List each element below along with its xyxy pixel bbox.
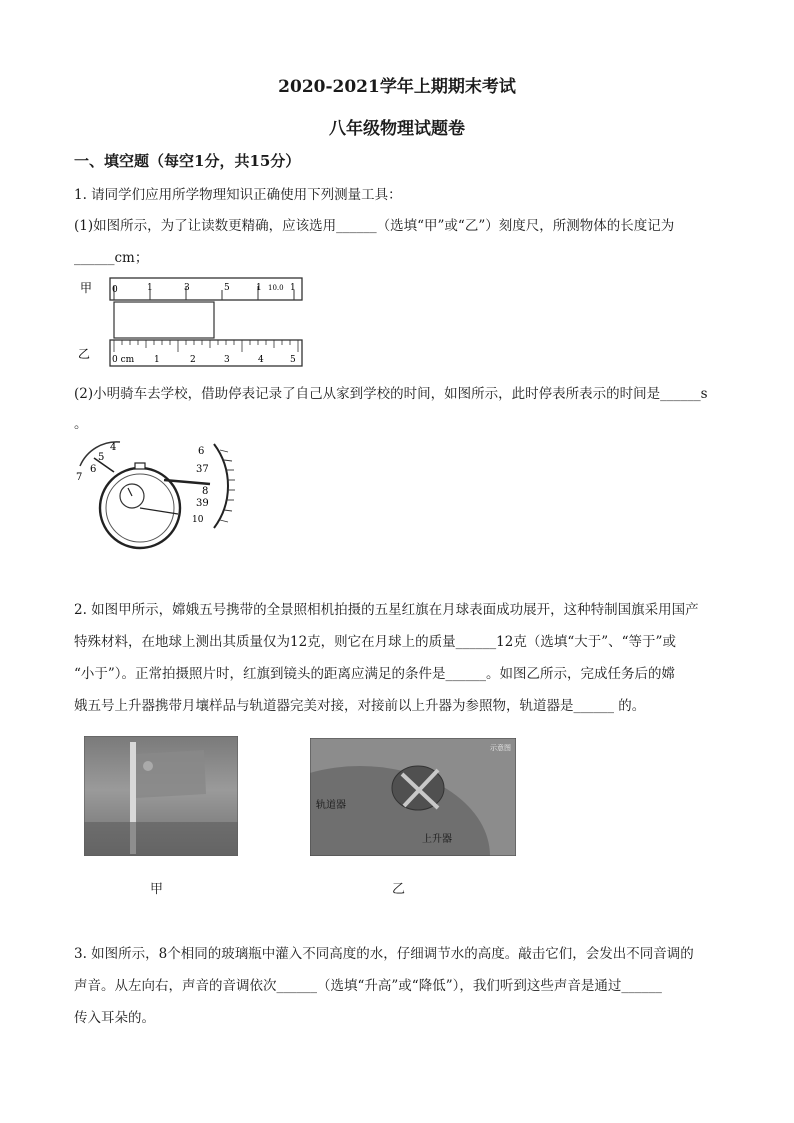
ruler-a-tick-6: 1: [290, 283, 296, 293]
ruler-b-tick-1: 1: [154, 355, 160, 365]
seconds-num-8: 8: [202, 486, 209, 497]
seconds-num-37: 37: [196, 464, 209, 475]
ruler-b: [110, 340, 302, 366]
minute-num-4: 4: [110, 442, 117, 453]
corner-tag: 示意图: [490, 744, 511, 752]
q3-line2: 声音。从左向右，声音的音调依次______（选填“升高”或“降低”），我们听到这些声音是通过______: [74, 978, 662, 994]
seconds-num-10: 10: [192, 515, 204, 525]
q1-intro: 1. 请同学们应用所学物理知识正确使用下列测量工具：: [74, 187, 402, 203]
docking-photo: [310, 738, 516, 856]
ruler-a-tick-2: 3: [184, 283, 190, 293]
seconds-num-39: 39: [196, 498, 209, 509]
ruler-b-tick-4: 4: [258, 355, 264, 365]
ruler-b-tick-3: 3: [224, 355, 230, 365]
q1-part1-line1: (1)如图所示，为了让读数更精确，应该选用______（选填“甲”或“乙”）刻度尺，所测物体的长度记为: [74, 218, 675, 234]
q2-line3: “小于”）。正常拍摄照片时，红旗到镜头的距离应满足的条件是______。如图乙所示，完成任务后的嫦: [74, 666, 676, 682]
ruler-b-label: 乙: [78, 347, 91, 361]
ruler-b-tick-0: 0 cm: [112, 355, 135, 365]
stopwatch-figure: [74, 436, 244, 556]
ruler-b-tick-2: 2: [190, 355, 196, 365]
flag-photo: [84, 736, 238, 856]
exam-title: 2020-2021学年上期期末考试: [278, 77, 516, 97]
flag-star: [143, 761, 153, 771]
q2-line2: 特殊材料，在地球上测出其质量仅为12克，则它在月球上的质量______12克（选填“大于”、“等于”或: [74, 634, 676, 650]
minute-num-7: 7: [76, 472, 83, 483]
measured-object: [114, 302, 214, 338]
orbiter-label: 轨道器: [316, 800, 346, 811]
q2-line4: 娥五号上升器携带月壤样品与轨道器完美对接，对接前以上升器为参照物，轨道器是______ 的。: [74, 698, 646, 714]
ruler-a-tick-1: 1: [147, 283, 153, 293]
minute-num-6: 6: [90, 464, 97, 475]
stopwatch-crown: [135, 463, 145, 469]
q1-part1-line2: ______cm；: [74, 250, 149, 266]
q3-line3: 传入耳朵的。: [74, 1010, 155, 1026]
minute-num-5: 5: [98, 452, 105, 463]
q1-part2-line2: 。: [74, 416, 88, 432]
ruler-b-tick-5: 5: [290, 355, 296, 365]
seconds-num-6: 6: [198, 446, 205, 457]
ruler-a-tick-4: 1: [256, 283, 262, 293]
ruler-a-tick-5: 10.0: [268, 284, 284, 292]
q3-line1: 3. 如图所示，8个相同的玻璃瓶中灌入不同高度的水，仔细调节水的高度。敲击它们，会发出不同音调的: [74, 946, 694, 962]
q2-line1: 2. 如图甲所示，嫦娥五号携带的全景照相机拍摄的五星红旗在月球表面成功展开，这种特制国旗采用国产: [74, 602, 699, 618]
ruler-a-tick-0: 0: [112, 285, 118, 295]
ruler-figure: [74, 272, 314, 372]
ruler-a-tick-3: 5: [224, 283, 230, 293]
flag: [136, 750, 206, 798]
q1-part2-line1: (2)小明骑车去学校，借助停表记录了自己从家到学校的时间，如图所示，此时停表所表示的时间是______s: [74, 386, 708, 402]
ascender-label: 上升器: [422, 834, 452, 845]
flag-photo-caption: 甲: [150, 882, 164, 897]
seconds-scale-arc: [214, 444, 228, 528]
exam-subtitle: 八年级物理试题卷: [329, 119, 465, 139]
docking-photo-caption: 乙: [392, 882, 406, 897]
section-heading: 一、填空题（每空1分，共15分）: [74, 152, 301, 170]
ruler-a-label: 甲: [80, 281, 93, 295]
